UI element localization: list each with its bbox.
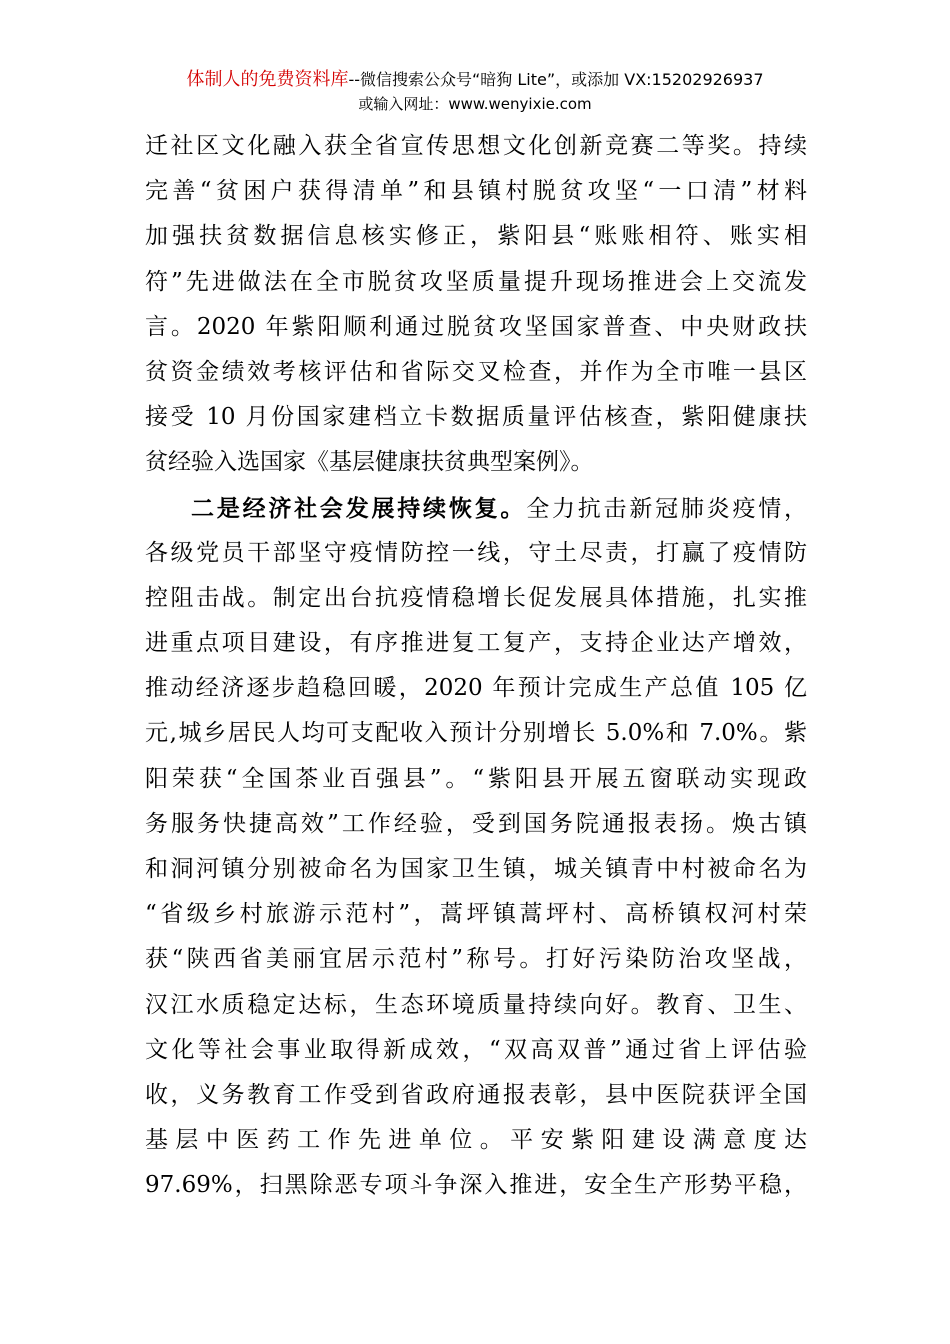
first-line-rest: 全力抗击新冠肺炎疫情， bbox=[526, 495, 808, 522]
text-line: 汉江水质稳定达标，生态环境质量持续向好。教育、卫生、 bbox=[145, 991, 807, 1018]
text-line: 务服务快捷高效”工作经验，受到国务院通报表扬。焕古镇 bbox=[145, 810, 807, 837]
text-line: 各级党员干部坚守疫情防控一线，守土尽责，打赢了疫情防 bbox=[145, 539, 807, 566]
header-brand: 体制人的免费资料库 bbox=[186, 69, 349, 90]
header-contact: --微信搜索公众号“暗狗 Lite”，或添加 VX:15202926937 bbox=[348, 70, 764, 89]
page-header bbox=[0, 68, 950, 116]
text-line: 收，义务教育工作受到省政府通报表彰，县中医院获评全国 bbox=[145, 1081, 807, 1108]
text-line: 获“陕西省美丽宜居示范村”称号。打好污染防治攻坚战， bbox=[145, 946, 807, 973]
text-line: 迁社区文化融入获全省宣传思想文化创新竞赛二等奖。持续 bbox=[145, 133, 807, 159]
text-line: 加强扶贫数据信息核实修正，紫阳县“账账相符、账实相 bbox=[145, 223, 807, 250]
paragraph-1 bbox=[145, 124, 807, 486]
text-line: 推动经济逐步趋稳回暖，2020 年预计完成生产总值 105 亿 bbox=[145, 675, 807, 702]
text-line: 文化等社会事业取得新成效，“双高双普”通过省上评估验 bbox=[145, 1036, 807, 1063]
text-line: 进重点项目建设，有序推进复工复产，支持企业达产增效， bbox=[145, 630, 807, 657]
section-lead: 二是经济社会发展持续恢复。 bbox=[191, 494, 527, 522]
text-line: 贫资金绩效考核评估和省际交叉检查，并作为全市唯一县区 bbox=[145, 358, 807, 385]
paragraph-2-first-line bbox=[145, 486, 807, 531]
text-line: “省级乡村旅游示范村”，蒿坪镇蒿坪村、高桥镇权河村荣 bbox=[145, 901, 807, 928]
text-line: 贫经验入选国家《基层健康扶贫典型案例》。 bbox=[145, 449, 594, 476]
text-line: 言。2020 年紫阳顺利通过脱贫攻坚国家普查、中央财政扶 bbox=[145, 313, 807, 340]
text-line: 基层中医药工作先进单位。平安紫阳建设满意度达 bbox=[145, 1127, 807, 1154]
text-line: 接受 10 月份国家建档立卡数据质量评估核查，紫阳健康扶 bbox=[145, 404, 807, 431]
text-line: 和洞河镇分别被命名为国家卫生镇，城关镇青中村被命名为 bbox=[145, 856, 807, 882]
paragraph-2 bbox=[145, 486, 807, 1209]
text-line: 元,城乡居民人均可支配收入预计分别增长 5.0%和 7.0%。紫 bbox=[145, 720, 807, 747]
header-line-1 bbox=[0, 68, 950, 92]
text-line: 97.69%，扫黑除恶专项斗争深入推进，安全生产形势平稳， bbox=[145, 1172, 807, 1199]
text-line: 控阻击战。制定出台抗疫情稳增长促发展具体措施，扎实推 bbox=[145, 584, 807, 611]
text-line: 符”先进做法在全市脱贫攻坚质量提升现场推进会上交流发 bbox=[145, 268, 807, 295]
document-body bbox=[145, 124, 807, 1209]
text-line: 完善“贫困户获得清单”和县镇村脱贫攻坚“一口清”材料 bbox=[145, 178, 807, 205]
text-line: 阳荣获“全国茶业百强县”。“紫阳县开展五窗联动实现政 bbox=[145, 765, 807, 792]
header-line-2: 或输入网址：www.wenyixie.com bbox=[358, 95, 592, 113]
